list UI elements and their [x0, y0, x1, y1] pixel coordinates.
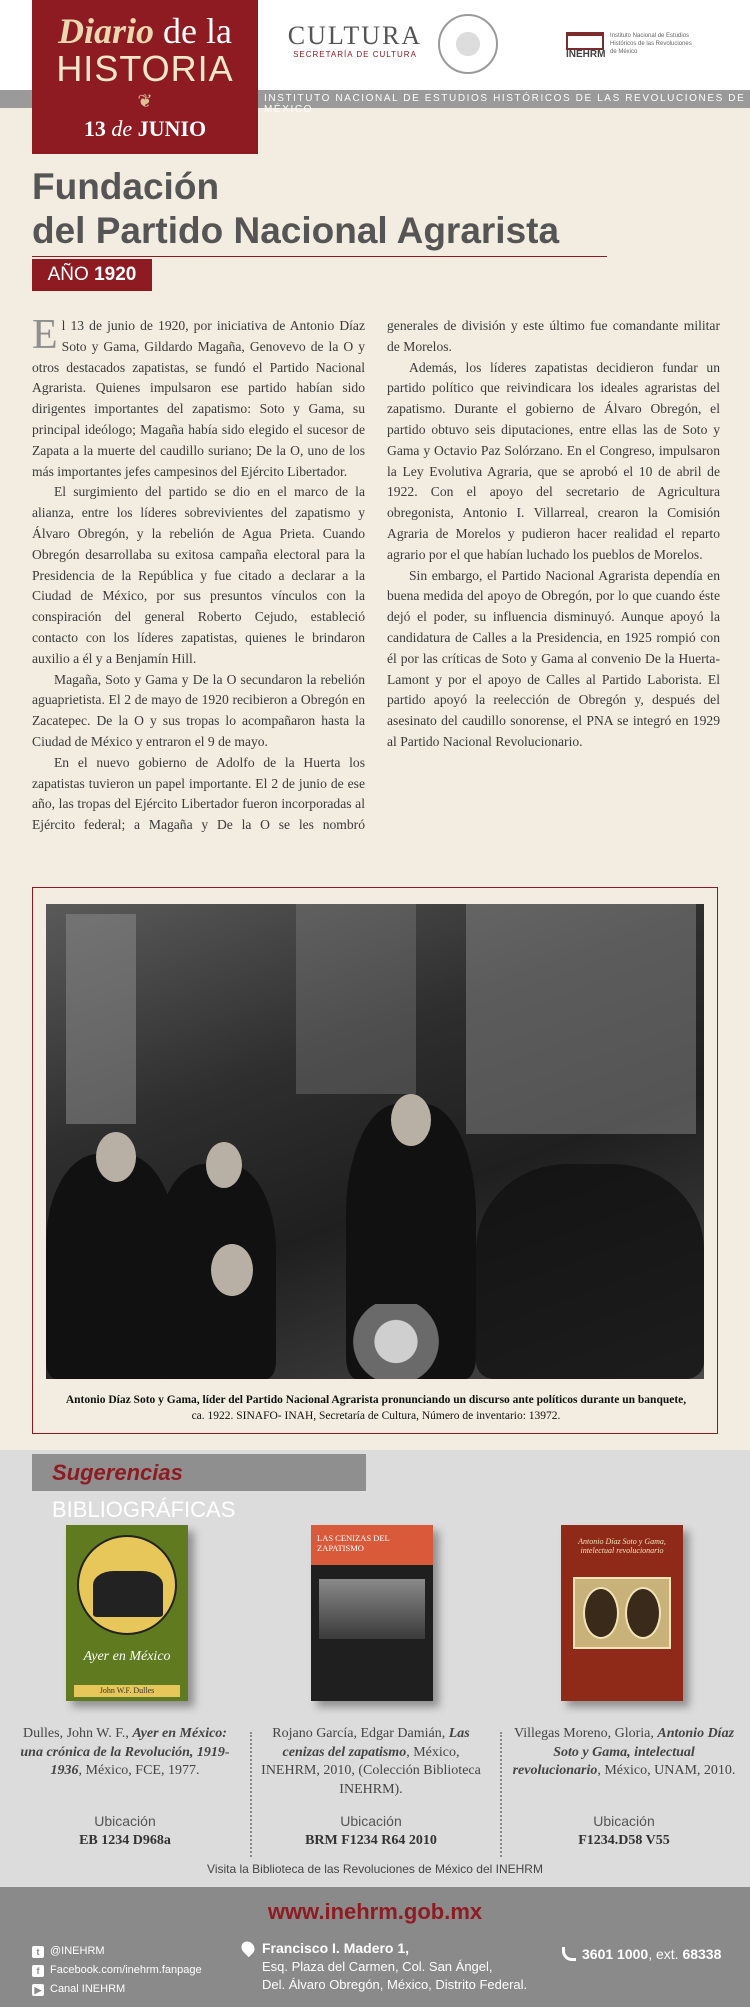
article-paragraph-1 [32, 312, 365, 482]
book-reference-3-author: Villegas Moreno, Gloria, [513, 1726, 654, 1741]
article-paragraph-3: Magaña, Soto y Gama y De la O secundaron la rebelión aguaprietista. El 2 de mayo de 1920 recibieron a Obregón en Zacatepec. De la O y sus tropas lo acompañaron hasta la Ciudad de México y entraron el 9 de mayo. [32, 671, 365, 749]
article-title-line1: Fundación [32, 166, 220, 207]
library-visit-note: Visita la Biblioteca de las Revoluciones de México del INEHRM [207, 1862, 543, 1876]
photo-window-left [66, 914, 136, 1124]
year-value: 1920 [94, 264, 137, 285]
cultura-logo-text: CULTURA [287, 21, 423, 50]
book-cover-3-title: Antonio Díaz Soto y Gama, intelectual revolucionario [578, 1537, 666, 1555]
brand-title-line1 [32, 0, 258, 50]
book-location-1-code: EB 1234 D968a [79, 1833, 171, 1848]
book-location-1 [10, 1812, 240, 1850]
brand-title-de-la: de la [163, 11, 232, 51]
brand-date-day: 13 [83, 116, 106, 141]
book-reference-3 [509, 1725, 739, 1781]
brand-date-month: JUNIO [137, 116, 207, 141]
article-title [32, 165, 559, 253]
article-paragraph-6: Sin embargo, el Partido Nacional Agrarista dependía en buena medida del apoyo de Obregón, por lo que cuando éste dejó el poder, su influencia disminuyó. Aunque apoyó la candidatura de Calles a la Presidencia, en 1925 rompió con él por las críticas de Soto y Gama al convenio De la Huerta-Lamont y por el apoyo de Calles al Partido Laborista. El partido apoyó la reelección de Obregón y, después del asesinato del caudillo sonorense, el PNA se integró en 1929 al Partido Nacional Revolucionario. [387, 567, 720, 749]
column-separator-2 [500, 1732, 502, 1857]
facebook-url: Facebook.com/inehrm.fanpage [50, 1964, 202, 1976]
page-footer [0, 1887, 750, 2007]
book-location-3-code: F1234.D58 V55 [578, 1833, 670, 1848]
twitter-handle: @INEHRM [50, 1945, 105, 1957]
year-badge [32, 259, 152, 291]
title-divider [32, 256, 607, 257]
book-reference-2-title: Las cenizas del zapatismo [282, 1726, 470, 1760]
cultura-logo [285, 22, 425, 59]
twitter-icon: t [32, 1946, 44, 1958]
inehrm-logo-label: INEHRM [566, 49, 606, 60]
twitter-link[interactable] [32, 1942, 202, 1961]
facebook-icon: f [32, 1965, 44, 1977]
book-location-2-label: Ubicación [340, 1813, 402, 1829]
inehrm-logo-description: Instituto Nacional de Estudios Históricos de las Revoluciones de México [610, 33, 692, 55]
book-cover-2[interactable] [311, 1525, 433, 1701]
book-cover-1-author: John W.F. Dulles [74, 1685, 180, 1697]
website-link[interactable]: www.inehrm.gob.mx [267, 1899, 483, 1924]
brand-date [32, 116, 258, 142]
article-paragraph-2: El surgimiento del partido se dio en el marco de la alianza, entre los líderes sobrevivientes del zapatismo y Álvaro Obregón, y la rebelión de Agua Prieta. Cuando Obregón desarrollaba su exitosa campaña electoral para la Presidencia de la República y fue citado a declarar a la Ciudad de México, por sus presuntos vínculos con la conspiración del general Roberto Cejudo, estableció contacto con los líderes zapatistas, quienes le brindaron auxilio a él y a Benjamín Hill. [32, 484, 365, 666]
book-cover-1-portrait [77, 1535, 177, 1635]
social-links [32, 1942, 202, 1999]
photo-figure-crowd [476, 1164, 704, 1379]
book-cover-3[interactable] [561, 1525, 683, 1701]
building-icon [566, 32, 604, 50]
youtube-link[interactable] [32, 1980, 202, 1999]
address-line-1: Francisco I. Madero 1, [262, 1940, 410, 1956]
photo-caption-bold: Antonio Díaz Soto y Gama, líder del Partido Nacional Agrarista pronunciando un discurso ante políticos durante un banquete, [65, 1394, 687, 1406]
book-cover-3-frame [573, 1577, 671, 1649]
phone-extension: 68338 [682, 1946, 722, 1962]
book-location-2-code: BRM F1234 R64 2010 [305, 1833, 437, 1848]
article-paragraph-4: En el nuevo gobierno de Adolfo de la Huerta los zapatistas tuvieron un papel importante. El 2 de junio de ese año, las tropas del Ejército Libertador fueron incorporadas al Ejército federal; a Magaña y De la O se les nombró generales de división y este último fue comandante militar de Morelos. [32, 318, 720, 833]
historic-photo-frame [32, 887, 718, 1434]
book-cover-3-portrait-right [625, 1587, 661, 1639]
column-separator-1 [250, 1732, 252, 1857]
phone-contact[interactable] [562, 1946, 721, 1962]
photo-caption [53, 1392, 699, 1424]
brand-title-diario: Diario [58, 11, 155, 51]
book-reference-3-title: Antonio Díaz Soto y Gama, intelectual revolucionario [512, 1726, 735, 1778]
book-cover-2-band [311, 1525, 433, 1565]
postal-address [262, 1939, 527, 1994]
book-reference-1-title: Ayer en México: una crónica de la Revolución, 1919-1936 [20, 1726, 230, 1778]
book-reference-2 [256, 1725, 486, 1799]
photo-wall-right [466, 904, 696, 1134]
photo-face-speaker [391, 1094, 431, 1146]
book-location-2 [256, 1812, 486, 1850]
youtube-icon: ▶ [32, 1984, 44, 1996]
book-reference-3-rest: , México, UNAM, 2010. [597, 1763, 736, 1778]
bibliography-section [0, 1450, 750, 1887]
book-reference-2-author: Rojano García, Edgar Damián, [272, 1726, 446, 1741]
institute-band-text: INSTITUTO NACIONAL DE ESTUDIOS HISTÓRICOS DE LAS REVOLUCIONES DE MÉXICO [264, 93, 746, 115]
book-cover-2-photo [319, 1579, 425, 1639]
book-reference-1-rest: , México, FCE, 1977. [78, 1763, 200, 1778]
book-location-3 [509, 1812, 739, 1850]
bibliography-heading [32, 1454, 366, 1522]
article-title-line2: del Partido Nacional Agrarista [32, 210, 560, 251]
phone-number: 3601 1000 [582, 1946, 649, 1962]
brand-title-historia: HISTORIA [56, 48, 234, 89]
book-reference-1 [10, 1725, 240, 1781]
book-cover-1-title: Ayer en México [83, 1649, 171, 1664]
photo-face-3 [211, 1244, 253, 1296]
bibliography-heading-rest: BIBLIOGRÁFICAS [52, 1497, 236, 1522]
cultura-logo-subtext: SECRETARÍA DE CULTURA [293, 50, 417, 59]
book-cover-1-people [93, 1571, 163, 1617]
ornament-divider: ❦ [137, 91, 153, 111]
photo-caption-source: ca. 1922. SINAFO- INAH, Secretaría de Cultura, Número de inventario: 13972. [191, 1410, 561, 1422]
national-seal-icon [438, 14, 498, 74]
book-location-1-label: Ubicación [94, 1813, 156, 1829]
dropcap-letter: E [32, 312, 58, 358]
photo-window-center [296, 904, 416, 1094]
article-paragraph-5: Además, los líderes zapatistas decidieron fundar un partido político que reivindicara los ideales agraristas del zapatismo. Durante el gobierno de Álvaro Obregón, el partido obtuvo seis diputaciones, entre ellas las de Soto y Gama y Octavio Paz Solórzano. En el Congreso, impulsaron la Ley Evolutiva Agraria, que se aprobó el 10 de abril de 1922. Con el apoyo del secretario de Agricultura obregonista, Antonio I. Villarreal, crearon la Comisión Agraria de Morelos y pudieron hacer realidad el reparto agrario por el que habían luchado los pueblos de Morelos. [387, 359, 720, 562]
book-cover-2-title: LAS CENIZAS DEL ZAPATISMO [317, 1533, 390, 1553]
book-reference-1-author: Dulles, John W. F., [23, 1726, 129, 1741]
phone-icon [562, 1947, 576, 1961]
photo-face-1 [96, 1132, 136, 1182]
facebook-link[interactable] [32, 1961, 202, 1980]
book-reference-2-rest: , México, INEHRM, 2010, (Colección Biblioteca INEHRM). [261, 1744, 481, 1797]
book-cover-3-portrait-left [583, 1587, 619, 1639]
book-location-3-label: Ubicación [593, 1813, 655, 1829]
article-body [32, 312, 720, 866]
address-line-2: Esq. Plaza del Carmen, Col. San Ángel, [262, 1959, 493, 1974]
photo-face-2 [206, 1142, 242, 1188]
location-pin-icon [239, 1939, 257, 1957]
inehrm-logo [566, 30, 696, 60]
paragraph-1-text: l 13 de junio de 1920, por iniciativa de Antonio Díaz Soto y Gama, Gildardo Magaña, Genovevo de la O y otros destacados zapatistas, se fundó el Partido Nacional Agrarista. Quienes impulsaron ese partido habían sido dirigentes importantes del zapatismo: Soto y Gama, su principal ideólogo; Magaña había sido elegido el sucesor de Zapata a la muerte del caudillo suriano; De la O, uno de los más importantes jefes campesinos del Ejército Libertador. [32, 318, 365, 479]
diario-brand-box [32, 0, 258, 154]
historic-photo [46, 904, 704, 1379]
youtube-channel: Canal INEHRM [50, 1983, 126, 1995]
brand-date-de: de [111, 116, 133, 141]
photo-flowers [336, 1304, 456, 1379]
year-label: AÑO [47, 264, 89, 285]
book-cover-1[interactable] [66, 1525, 188, 1701]
bibliography-heading-italic: Sugerencias [52, 1460, 183, 1485]
address-line-3: Del. Álvaro Obregón, México, Distrito Federal. [262, 1977, 528, 1992]
phone-ext-label: , ext. [648, 1946, 679, 1962]
